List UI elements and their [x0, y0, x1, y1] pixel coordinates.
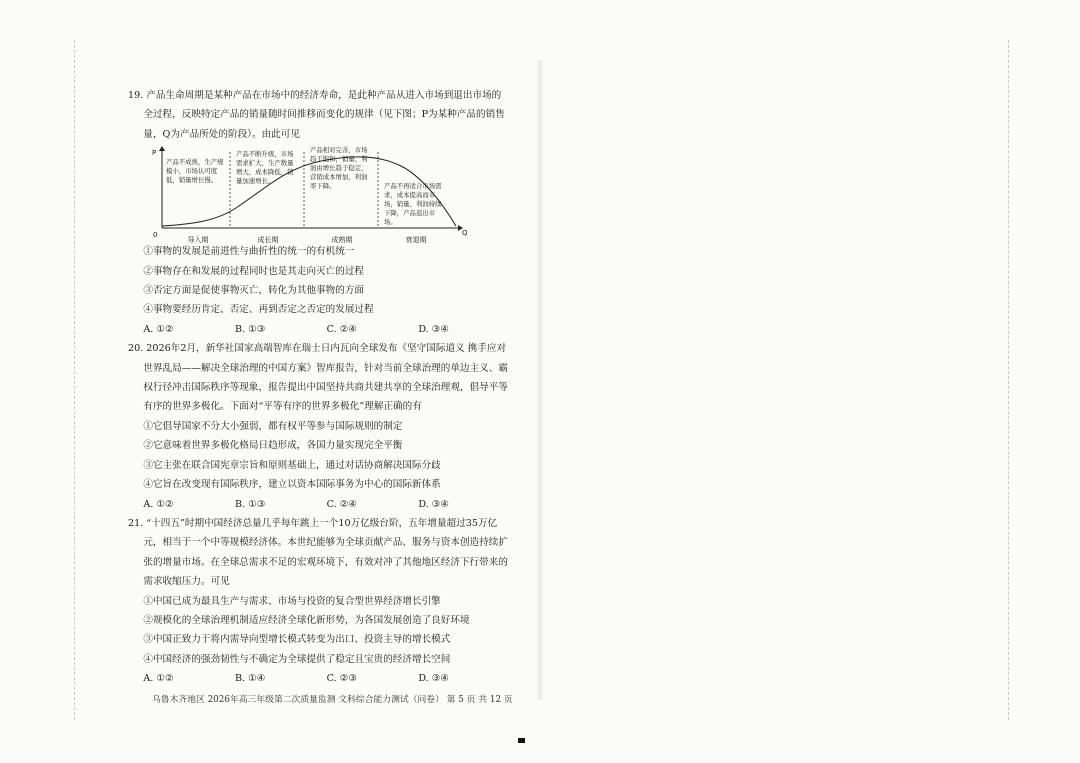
question-19: [128, 86, 510, 339]
q20-option-4: ④它旨在改变现有国际秩序，建立以资本国际事务为中心的国际新体系: [143, 479, 441, 491]
scan-registration-mark: [518, 738, 525, 743]
axis-origin-label: 0: [153, 231, 158, 240]
axis-x-label: Q: [462, 229, 468, 238]
q21-option-1: ①中国已成为最具生产与需求、市场与投资的复合型世界经济增长引擎: [143, 595, 441, 607]
q19-option-2: ②事物存在和发展的过程同时也是其走向灭亡的过程: [143, 265, 365, 277]
left-column: [128, 86, 510, 689]
question-19-stem: 19. 产品生命周期是某种产品在市场中的经济寿命，是此种产品从进入市场到退出市场的全过程，反映特定产品的销量随时间推移而变化的规律（见下图；P为某种产品的销售量，Q为产品所处的阶段）。由此可见: [128, 90, 505, 140]
q21-option-3: ③中国正致力于将内需导向型增长模式转变为出口、投资主导的增长模式: [143, 634, 451, 646]
product-lifecycle-chart: [152, 146, 496, 245]
q21-choice-d: D. ③④: [418, 673, 449, 685]
q19-option-1: ①事物的发展是前进性与曲折性的统一的有机统一: [143, 246, 355, 258]
axis-y-label: P: [152, 149, 157, 158]
q19-choice-d: D. ③④: [418, 323, 449, 335]
q21-choice-a: A. ①②: [143, 673, 174, 685]
q19-option-4: ④事物要经历肯定、否定、再到否定之否定的发展过程: [143, 304, 374, 316]
q21-option-2: ②规模化的全球治理机制适应经济全球化新形势，为各国发展创造了良好环境: [143, 614, 470, 626]
q20-choice-b: B. ①③: [235, 498, 266, 510]
right-page: [540, 0, 1080, 763]
stage-2-label: 成长期: [257, 236, 279, 245]
q19-choice-b: B. ①③: [235, 323, 266, 335]
q20-choice-d: D. ③④: [418, 498, 449, 510]
stage-3-label: 成熟期: [331, 236, 353, 245]
y-axis-arrow: [159, 146, 165, 151]
q21-choice-c: C. ②③: [326, 673, 357, 685]
question-21: [128, 514, 510, 689]
q21-choice-b: B. ①④: [235, 673, 266, 685]
q20-option-2: ②它意味着世界多极化格局日趋形成，各国力量实现完全平衡: [143, 440, 403, 452]
q20-option-1: ①它倡导国家不分大小强弱，都有权平等参与国际规则的制定: [143, 420, 403, 432]
q21-choices: [128, 669, 510, 688]
stage-2-text: 产品不断升级，市场需求扩大，生产数量增大，成本降低，销量加速增长。: [236, 150, 294, 186]
q19-choices: [128, 320, 510, 339]
q20-choice-a: A. ①②: [143, 498, 174, 510]
stage-3-text: 产品相对完善，市场趋于饱和，销量、利润由增长趋于稳定，营销成本增加，利润率下降。: [310, 146, 368, 191]
q21-option-4: ④中国经济的强劲韧性与不确定为全球提供了稳定且宝贵的经济增长空间: [143, 653, 451, 665]
q20-choices: [128, 495, 510, 514]
q19-choice-c: C. ②④: [326, 323, 357, 335]
q20-option-3: ③它主张在联合国宪章宗旨和原则基础上，通过对话协商解决国际分歧: [143, 459, 441, 471]
q20-choice-c: C. ②④: [326, 498, 357, 510]
question-21-stem: 21. “十四五”时期中国经济总量几乎每年跳上一个10万亿级台阶，五年增量超过35万亿元，相当于一个中等规模经济体。本世纪能够为全球贡献产品、服务与资本创造持续扩张的增量市场。在全球总需求不足的宏观环境下，有效对冲了其他地区经济下行带来的需求收缩压力。可见: [128, 517, 508, 588]
question-20: [128, 339, 510, 514]
stage-4-text: 产品不再适合市场需求，成本提高而市场，销量、利润持续下降，产品退出市场。: [384, 182, 442, 227]
q19-choice-a: A. ①②: [143, 323, 174, 335]
q19-option-3: ③否定方面是促使事物灭亡，转化为其他事物的方面: [143, 285, 365, 297]
left-page-footer: 乌鲁木齐地区 2026年高三年级第二次质量监测 文科综合能力测试（问卷） 第 5 页 共 12 页: [152, 695, 513, 705]
question-20-stem: 20. 2026年2月，新华社国家高端智库在瑞士日内瓦向全球发布《坚守国际道义 携手应对世界乱局——解决全球治理的中国方案》智库报告，针对当前全球治理的单边主义、霸权行径冲击国际秩序等现象，报告提出中国坚持共商共建共享的全球治理观，倡导平等有序的世界多极化。下面对“平等有序的世界多极化”理解正确的有: [128, 343, 508, 413]
stage-1-label: 导入期: [187, 236, 209, 245]
stage-4-label: 衰退期: [405, 236, 427, 245]
stage-1-text: 产品不成熟，生产规模小，市场认可度低，销量增长慢。: [166, 158, 224, 185]
